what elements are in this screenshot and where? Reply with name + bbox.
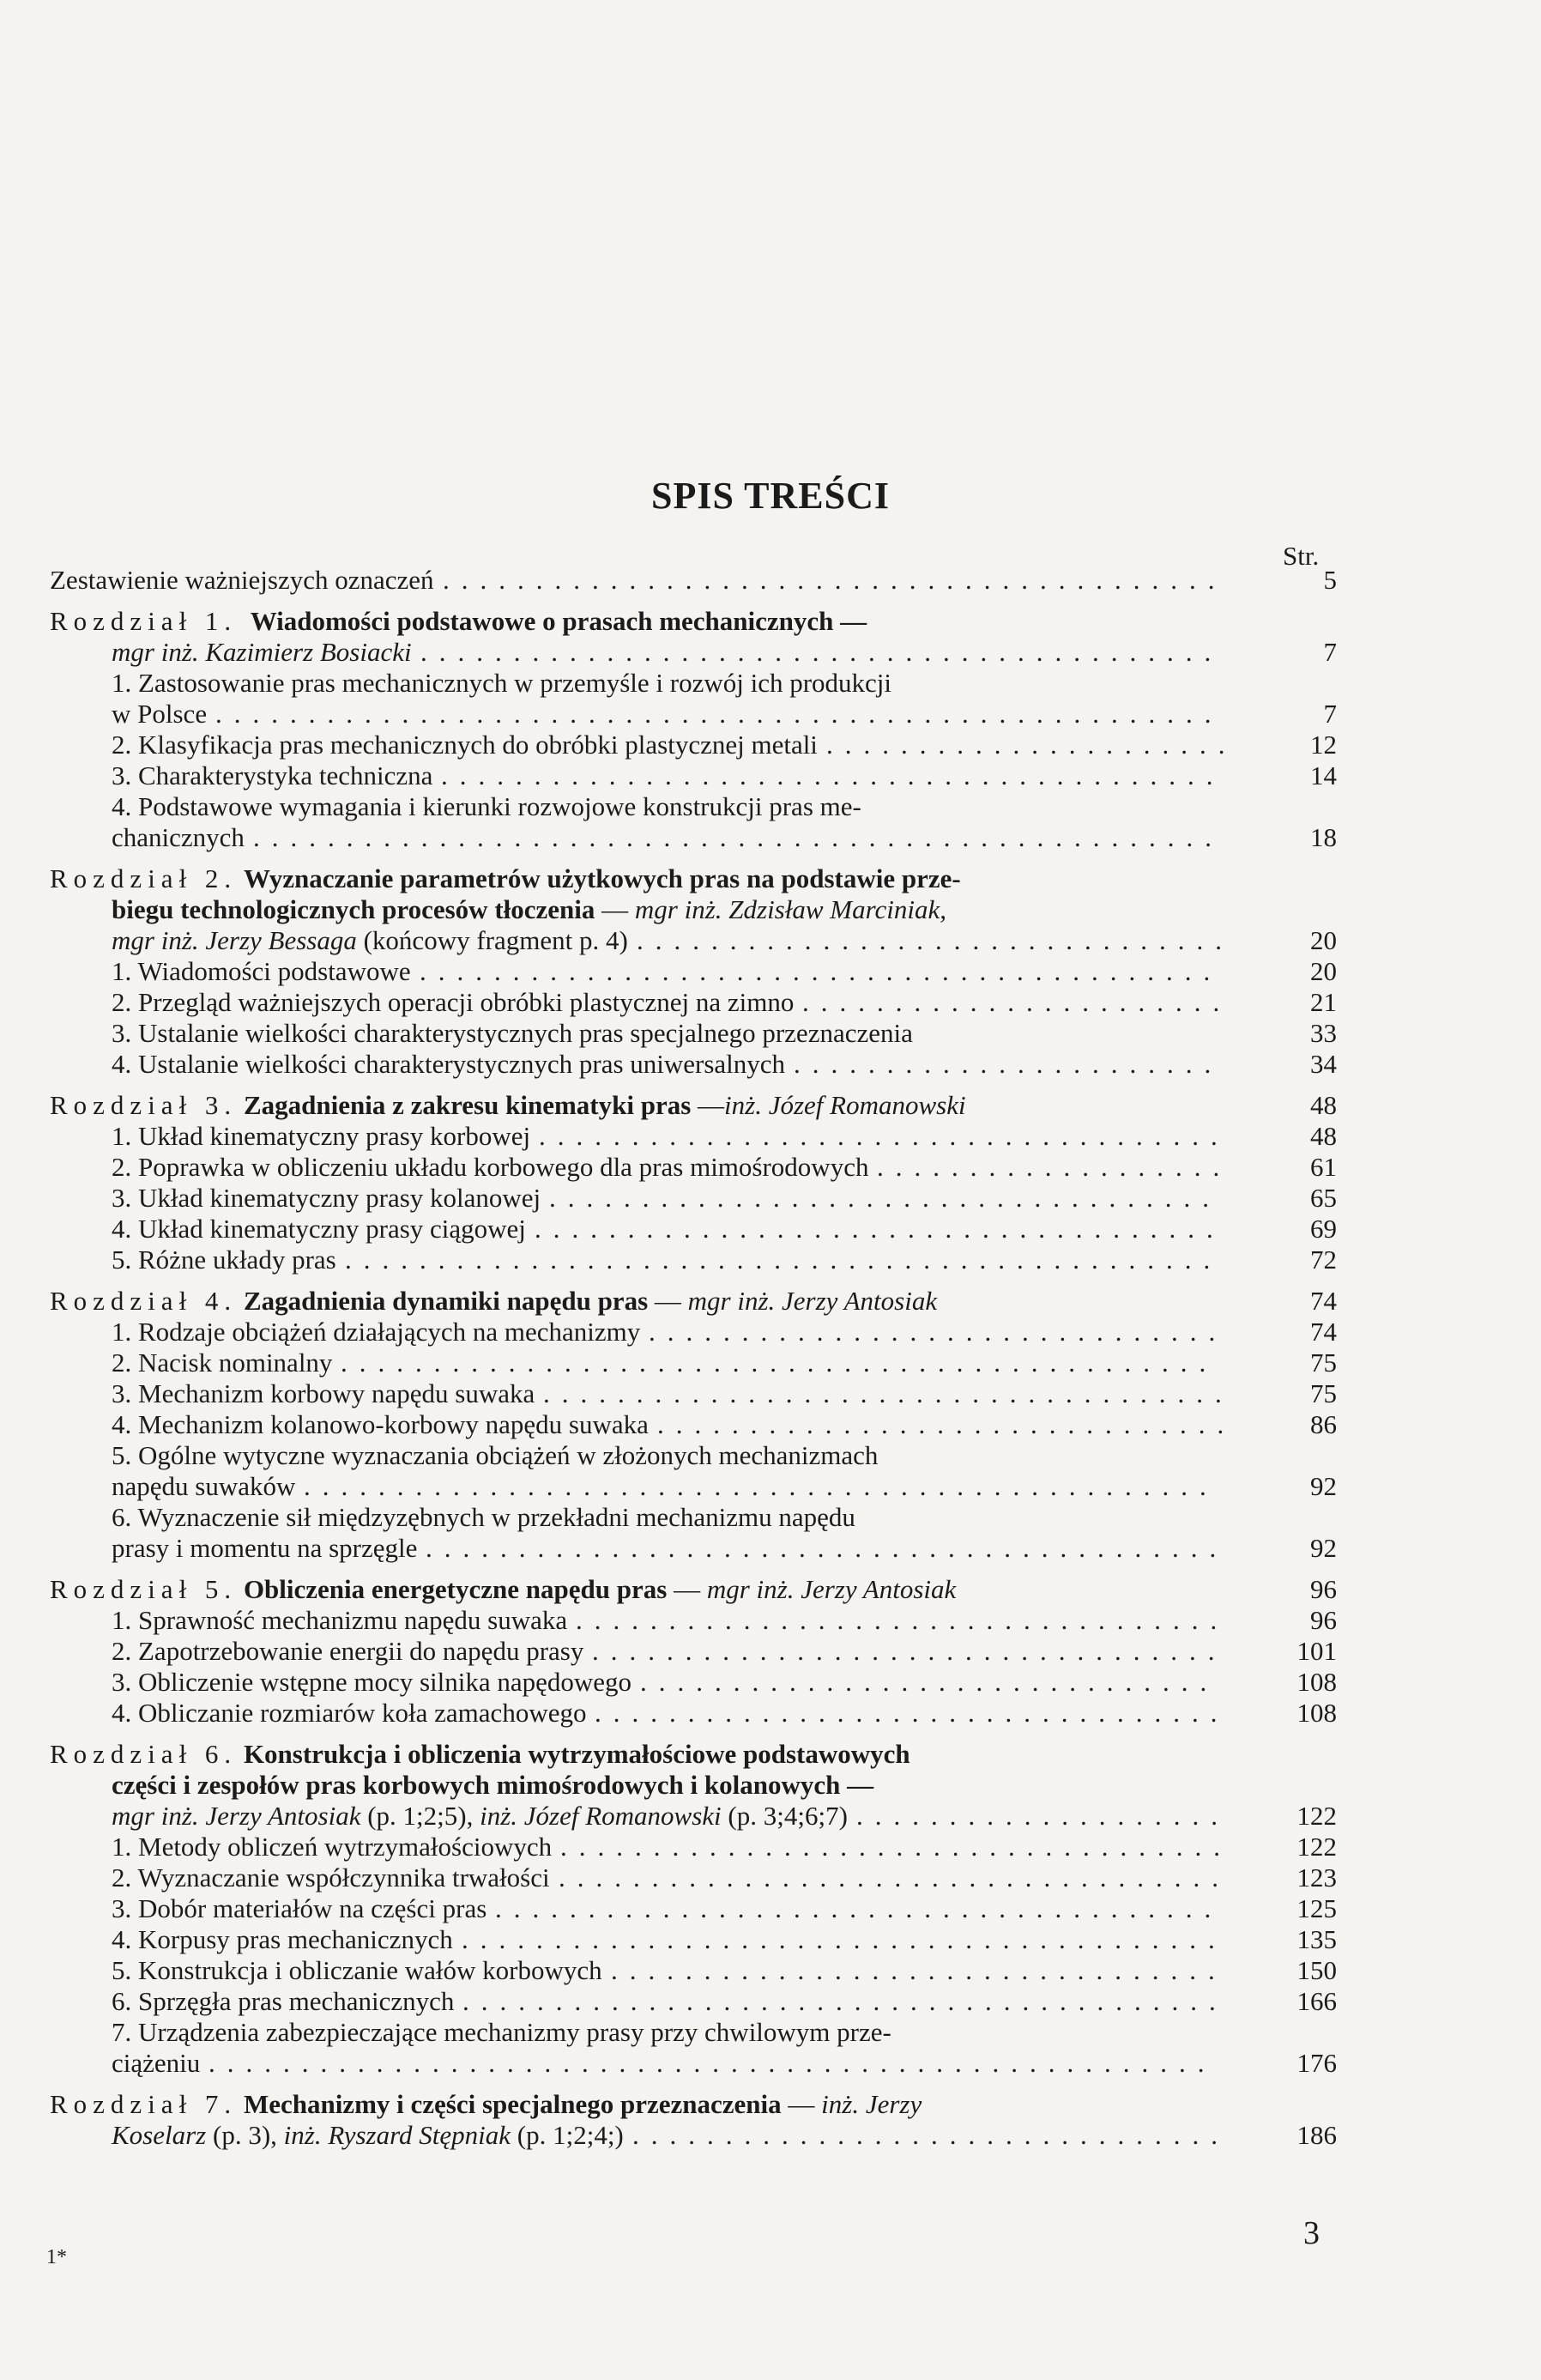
dot-leader: .......................................... xyxy=(443,565,1227,595)
toc-text-segment: 4. Obliczanie rozmiarów koła zamachowego xyxy=(112,1698,587,1728)
dot-leader: ............................................... xyxy=(345,1245,1223,1275)
toc-text-segment: mgr inż. Kazimierz Bosiacki xyxy=(112,637,412,667)
dot-leader: ...................... xyxy=(826,730,1237,760)
toc-page-number: 48 xyxy=(1310,1121,1337,1151)
toc-entry-row xyxy=(50,1183,1337,1214)
toc-entry-text xyxy=(112,699,207,730)
toc-text-segment: chanicznych xyxy=(112,822,245,852)
toc-page-number: 20 xyxy=(1310,956,1337,986)
dot-leader: ............................... xyxy=(640,1667,1219,1697)
toc-entry-text xyxy=(112,1121,530,1152)
toc-page-number: 125 xyxy=(1296,1893,1337,1923)
toc-entry-text xyxy=(112,1667,632,1698)
toc-entry-text xyxy=(112,791,861,822)
toc-text-segment: 3. Ustalanie wielkości charakterystycznych pras specjalnego przeznaczenia xyxy=(112,1018,913,1048)
toc-entry-row xyxy=(50,925,1337,956)
toc-text-segment: — xyxy=(781,2089,822,2119)
dot-leader: ....................................... xyxy=(495,1893,1224,1923)
dot-leader: ....................... xyxy=(802,987,1232,1017)
toc-entry-text xyxy=(112,1347,332,1378)
dot-leader: ................................... xyxy=(576,1605,1230,1635)
toc-text-segment: inż. Józef Romanowski xyxy=(724,1090,966,1120)
toc-text-segment: w Polsce xyxy=(112,699,208,729)
dot-leader: ............................... xyxy=(649,1317,1228,1347)
toc-entry-row xyxy=(50,1378,1337,1409)
toc-text-segment xyxy=(237,1286,244,1316)
dot-leader: ..................................... xyxy=(543,1378,1234,1408)
toc-text-segment: mgr inż. Zdzisław Marciniak, xyxy=(634,894,947,924)
toc-page-number: 74 xyxy=(1310,1286,1337,1316)
toc-text-segment: biegu technologicznych procesów tłoczenia xyxy=(112,894,595,924)
dot-leader: ........................................... xyxy=(426,1533,1229,1563)
toc-text-segment: 4. Ustalanie wielkości charakterystycznych pras uniwersalnych xyxy=(112,1049,786,1079)
section-gap xyxy=(50,1564,1251,1574)
toc-entry-row xyxy=(50,1317,1337,1347)
toc-page-number: 92 xyxy=(1310,1471,1337,1501)
toc-text-segment: Koselarz xyxy=(112,2120,207,2150)
toc-page-number: 135 xyxy=(1296,1924,1337,1954)
toc-text-segment xyxy=(237,2089,244,2119)
toc-entry-text xyxy=(50,1739,910,1770)
toc-text-segment: 6. Wyznaczenie sił międzyzębnych w przekładni mechanizmu napędu xyxy=(112,1502,855,1532)
toc-entry-text xyxy=(112,730,818,760)
dot-leader: ................... xyxy=(877,1152,1232,1182)
dot-leader: .................................... xyxy=(559,1862,1230,1892)
toc-entry-text xyxy=(112,1862,550,1893)
dot-leader: .................................. xyxy=(592,1636,1227,1666)
toc-text-segment: — xyxy=(595,894,635,924)
toc-page-number: 122 xyxy=(1296,1832,1337,1862)
dot-leader: .................... xyxy=(856,1801,1230,1831)
toc-chapter-row xyxy=(50,2089,1251,2120)
toc-entry-row xyxy=(50,699,1337,730)
toc-entry-text xyxy=(50,2089,922,2120)
toc-chapter-row xyxy=(50,1739,1251,1770)
toc-text-segment: (p. 1;2;5), xyxy=(360,1801,480,1831)
page-number: 3 xyxy=(1303,2215,1320,2251)
toc-entry-text xyxy=(112,1471,295,1502)
dot-leader: ................................. xyxy=(611,1955,1227,1985)
toc-page-number: 14 xyxy=(1310,760,1337,790)
toc-page-number: 65 xyxy=(1310,1183,1337,1213)
toc-entry-text xyxy=(112,1533,417,1564)
toc-entry-row xyxy=(50,791,1251,822)
toc-text-segment: 3. Mechanizm korbowy napędu suwaka xyxy=(112,1378,535,1408)
toc-entry-row xyxy=(50,1502,1251,1533)
toc-entry-text xyxy=(112,1378,535,1409)
toc-entry-text xyxy=(112,760,432,791)
toc-entry-row xyxy=(50,1667,1337,1698)
toc-text-segment xyxy=(237,606,251,636)
toc-entry-text xyxy=(112,894,946,925)
toc-text-segment: 6. Sprzęgła pras mechanicznych xyxy=(112,1986,455,2016)
toc-entry-text xyxy=(112,1317,640,1347)
toc-text-segment: mgr inż. Jerzy Antosiak xyxy=(112,1801,361,1831)
dot-leader: ............................... xyxy=(657,1409,1236,1439)
toc-text-segment: Wiadomości podstawowe o prasach mechanicznych — xyxy=(250,606,867,636)
toc-text-segment: 3. Charakterystyka techniczna xyxy=(112,760,433,790)
toc-text-segment: 4. Korpusy pras mechanicznych xyxy=(112,1924,453,1954)
toc-entry-row xyxy=(50,1121,1337,1152)
page-column-header: Str. xyxy=(1283,541,1320,571)
toc-page-number: 186 xyxy=(1296,2120,1337,2150)
toc-entry-row xyxy=(50,730,1337,760)
toc-page-number: 75 xyxy=(1310,1347,1337,1378)
toc-entry-row xyxy=(50,1636,1337,1667)
toc-entry-text xyxy=(112,956,411,987)
toc-text-segment: 1. Układ kinematyczny prasy korbowej xyxy=(112,1121,531,1151)
toc-text-segment: Zagadnienia dynamiki napędu pras xyxy=(243,1286,649,1316)
toc-entry-text xyxy=(112,2017,891,2048)
toc-page-number: 166 xyxy=(1296,1986,1337,2016)
toc-entry-text xyxy=(112,987,794,1018)
toc-page-number: 21 xyxy=(1310,987,1337,1017)
toc-text-segment: (końcowy fragment p. 4) xyxy=(356,925,628,955)
toc-entry-row xyxy=(50,668,1251,699)
toc-text-segment: 2. Zapotrzebowanie energii do napędu prasy xyxy=(112,1636,584,1666)
toc-entry-text xyxy=(112,1183,541,1214)
toc-text-segment: inż. Jerzy xyxy=(821,2089,922,2119)
toc-text-segment xyxy=(237,1739,244,1769)
dot-leader: ................................ xyxy=(637,925,1234,955)
dot-leader: ...................................................... xyxy=(208,2048,1217,2078)
dot-leader: ...................................................... xyxy=(215,699,1224,729)
toc-text-segment: Rozdział 3. xyxy=(50,1090,238,1120)
toc-page-number: 5 xyxy=(1323,565,1337,595)
toc-page-number: 96 xyxy=(1310,1605,1337,1635)
section-gap xyxy=(50,596,1251,606)
toc-entry-row xyxy=(50,1832,1337,1862)
toc-entry-row xyxy=(50,2120,1337,2151)
toc-entry-row xyxy=(50,2017,1251,2048)
dot-leader: .................................... xyxy=(560,1832,1232,1862)
toc-entry-row xyxy=(50,1862,1337,1893)
section-gap xyxy=(50,853,1251,863)
toc-text-segment: Zestawienie ważniejszych oznaczeń xyxy=(50,565,434,595)
toc-page-number: 61 xyxy=(1310,1152,1337,1182)
toc-text-segment: inż. Ryszard Stępniak xyxy=(283,2120,511,2150)
dot-leader: .......................................... xyxy=(441,760,1225,790)
toc-entry-row xyxy=(50,956,1337,987)
toc-text-segment: Wyznaczanie parametrów użytkowych pras na podstawie prze- xyxy=(243,863,961,893)
toc-text-segment: 5. Konstrukcja i obliczanie wałów korbowych xyxy=(112,1955,602,1985)
toc-entry-text xyxy=(112,2048,200,2079)
dot-leader: ....................... xyxy=(794,1049,1224,1079)
toc-text-segment: 1. Metody obliczeń wytrzymałościowych xyxy=(112,1832,553,1862)
toc-chapter-row xyxy=(50,606,1251,637)
dot-leader: ......................................... xyxy=(462,1924,1227,1954)
toc-entry-text xyxy=(50,1286,937,1317)
toc-text-segment: Rozdział 2. xyxy=(50,863,238,893)
toc-entry-row xyxy=(50,1049,1337,1080)
toc-text-segment: — xyxy=(691,1090,725,1120)
toc-page-number: 48 xyxy=(1310,1090,1337,1120)
toc-entry-row xyxy=(50,1893,1337,1924)
toc-entry-text xyxy=(112,1770,873,1801)
dot-leader: ........................................... xyxy=(420,637,1224,667)
toc-text-segment: napędu suwaków xyxy=(112,1471,296,1501)
dot-leader: .................................................... xyxy=(253,822,1224,852)
toc-entry-text xyxy=(112,1986,454,2017)
toc-entry-text xyxy=(112,1924,453,1955)
toc-text-segment: Mechanizmy i części specjalnego przeznaczenia xyxy=(243,2089,782,2119)
toc-entry-row xyxy=(50,822,1337,853)
toc-text-segment: 7. Urządzenia zabezpieczające mechanizmy prasy przy chwilowym prze- xyxy=(112,2017,891,2047)
toc-entry-row xyxy=(50,1471,1337,1502)
toc-page-number: 86 xyxy=(1310,1409,1337,1439)
toc-text-segment xyxy=(237,1574,244,1604)
dot-leader: ............................................... xyxy=(341,1347,1218,1378)
toc-text-segment: 3. Układ kinematyczny prasy kolanowej xyxy=(112,1183,541,1213)
toc-text-segment: Konstrukcja i obliczenia wytrzymałościowe podstawowych xyxy=(243,1739,910,1769)
toc-page-number: 176 xyxy=(1296,2048,1337,2078)
toc-text-segment: 4. Podstawowe wymagania i kierunki rozwojowe konstrukcji pras me- xyxy=(112,791,861,821)
toc-entry-row xyxy=(50,1605,1337,1636)
page-title: SPIS TREŚCI xyxy=(651,475,890,517)
toc-text-segment: inż. Józef Romanowski xyxy=(480,1801,722,1831)
toc-chapter-row xyxy=(50,1574,1337,1605)
toc-entry-row xyxy=(50,1245,1337,1275)
toc-page-number: 33 xyxy=(1310,1018,1337,1048)
toc-text-segment: Rozdział 1. xyxy=(50,606,238,636)
toc-entry-text xyxy=(50,863,961,894)
toc-text-segment: 2. Nacisk nominalny xyxy=(112,1347,333,1378)
dot-leader: .................................... xyxy=(549,1183,1221,1213)
toc-entry-row xyxy=(50,1801,1337,1832)
toc-entry-text xyxy=(112,1801,848,1832)
toc-entry-row xyxy=(50,1018,1337,1049)
toc-chapter-row xyxy=(50,1286,1337,1317)
toc-entry-text xyxy=(112,1245,336,1275)
toc-text-segment: (p. 3;4;6;7) xyxy=(721,1801,848,1831)
toc-entry-text xyxy=(112,1049,785,1080)
table-of-contents xyxy=(50,565,1337,2151)
dot-leader: ..................................... xyxy=(539,1121,1230,1151)
toc-text-segment: Obliczenia energetyczne napędu pras xyxy=(243,1574,668,1604)
toc-entry-row xyxy=(50,760,1337,791)
dot-leader: ..................................... xyxy=(535,1214,1225,1244)
toc-text-segment: — xyxy=(667,1574,707,1604)
toc-page-number: 122 xyxy=(1296,1801,1337,1831)
toc-entry-text xyxy=(112,637,412,668)
toc-page-number: 12 xyxy=(1310,730,1337,760)
toc-page-number: 69 xyxy=(1310,1214,1337,1244)
toc-page-number: 72 xyxy=(1310,1245,1337,1275)
toc-entry-text xyxy=(112,822,245,853)
toc-page-number: 108 xyxy=(1296,1698,1337,1728)
toc-entry-row xyxy=(50,1986,1337,2017)
toc-chapter-row xyxy=(50,863,1251,894)
toc-entry-row xyxy=(50,1152,1337,1183)
toc-entry-row xyxy=(50,894,1251,925)
toc-page-number: 7 xyxy=(1323,699,1337,729)
toc-text-segment: 2. Wyznaczanie współczynnika trwałości xyxy=(112,1862,550,1892)
toc-text-segment: mgr inż. Jerzy Antosiak xyxy=(706,1574,957,1604)
toc-text-segment xyxy=(237,863,244,893)
toc-entry-row xyxy=(50,1440,1251,1471)
toc-page-number: 18 xyxy=(1310,822,1337,852)
toc-page-number: 20 xyxy=(1310,925,1337,955)
toc-text-segment: mgr inż. Jerzy Bessaga xyxy=(112,925,357,955)
toc-text-segment: prasy i momentu na sprzęgle xyxy=(112,1533,418,1563)
toc-text-segment: 4. Układ kinematyczny prasy ciągowej xyxy=(112,1214,526,1244)
toc-entry-text xyxy=(50,565,434,596)
toc-text-segment: 3. Dobór materiałów na części pras xyxy=(112,1893,487,1923)
dot-leader: .................................. xyxy=(595,1698,1230,1728)
toc-text-segment: Rozdział 7. xyxy=(50,2089,238,2119)
toc-entry-text xyxy=(112,925,628,956)
section-gap xyxy=(50,2079,1251,2089)
toc-page-number: 150 xyxy=(1296,1955,1337,1985)
toc-page-number: 7 xyxy=(1323,637,1337,667)
toc-page-number: 92 xyxy=(1310,1533,1337,1563)
signature-mark: 1* xyxy=(46,2246,67,2268)
toc-text-segment: (p. 1;2;4;) xyxy=(511,2120,624,2150)
toc-entry-text xyxy=(112,1955,602,1986)
toc-text-segment: 3. Obliczenie wstępne mocy silnika napędowego xyxy=(112,1667,632,1697)
dot-leader: ........................................... xyxy=(420,956,1223,986)
toc-text-segment: 4. Mechanizm kolanowo-korbowy napędu suwaka xyxy=(112,1409,649,1439)
toc-text-segment: 5. Ogólne wytyczne wyznaczania obciążeń w złożonych mechanizmach xyxy=(112,1440,879,1470)
toc-text-segment: — xyxy=(648,1286,688,1316)
toc-text-segment: 2. Klasyfikacja pras mechanicznych do obróbki plastycznej metali xyxy=(112,730,818,760)
dot-leader: ................................................. xyxy=(304,1471,1218,1501)
toc-text-segment: części i zespołów pras korbowych mimośrodowych i kolanowych — xyxy=(112,1770,874,1800)
dot-leader: ......................................... xyxy=(462,1986,1228,2016)
toc-entry-text xyxy=(112,1605,567,1636)
toc-entry-row xyxy=(50,1924,1337,1955)
toc-chapter-row xyxy=(50,1090,1337,1121)
toc-entry-row xyxy=(50,2048,1337,2079)
toc-text-segment: 1. Zastosowanie pras mechanicznych w przemyśle i rozwój ich produkcji xyxy=(112,668,892,698)
toc-entry-text xyxy=(50,606,867,637)
toc-text-segment: 2. Poprawka w obliczeniu układu korbowego dla pras mimośrodowych xyxy=(112,1152,869,1182)
toc-entry-row xyxy=(50,1955,1337,1986)
toc-page-number: 108 xyxy=(1296,1667,1337,1697)
dot-leader: ................................ xyxy=(632,2120,1230,2150)
toc-entry-text xyxy=(50,1090,966,1121)
toc-text-segment: Rozdział 4. xyxy=(50,1286,238,1316)
toc-entry-text xyxy=(112,668,891,699)
toc-entry-row xyxy=(50,1698,1337,1729)
toc-entry-text xyxy=(50,1574,956,1605)
toc-entry-text xyxy=(112,1832,552,1862)
toc-page-number: 101 xyxy=(1296,1636,1337,1666)
toc-entry-text xyxy=(112,1152,868,1183)
toc-text-segment: 2. Przegląd ważniejszych operacji obróbki plastycznej na zimno xyxy=(112,987,795,1017)
toc-entry-row xyxy=(50,1347,1337,1378)
toc-text-segment: 5. Różne układy pras xyxy=(112,1245,336,1275)
toc-page-number: 123 xyxy=(1296,1862,1337,1892)
toc-entry-row xyxy=(50,1214,1337,1245)
toc-entry-text xyxy=(112,1018,913,1049)
toc-text-segment xyxy=(237,1090,244,1120)
toc-entry-text xyxy=(112,1214,526,1245)
toc-entry-text xyxy=(112,1502,855,1533)
toc-page-number: 75 xyxy=(1310,1378,1337,1408)
toc-entry-row xyxy=(50,1533,1337,1564)
section-gap xyxy=(50,1275,1251,1286)
toc-entry-text xyxy=(112,1409,649,1440)
toc-text-segment: mgr inż. Jerzy Antosiak xyxy=(687,1286,938,1316)
toc-page-number: 34 xyxy=(1310,1049,1337,1079)
toc-entry-row xyxy=(50,1409,1337,1440)
toc-text-segment: Rozdział 5. xyxy=(50,1574,238,1604)
toc-entry-row xyxy=(50,987,1337,1018)
section-gap xyxy=(50,1729,1251,1739)
toc-text-segment: 1. Rodzaje obciążeń działających na mechanizmy xyxy=(112,1317,641,1347)
toc-entry-text xyxy=(112,1893,486,1924)
toc-entry-text xyxy=(112,1698,586,1729)
toc-entry-text xyxy=(112,1440,878,1471)
toc-page-number: 96 xyxy=(1310,1574,1337,1604)
toc-page-number: 74 xyxy=(1310,1317,1337,1347)
section-gap xyxy=(50,1080,1251,1090)
toc-text-segment: 1. Sprawność mechanizmu napędu suwaka xyxy=(112,1605,568,1635)
toc-entry-text xyxy=(112,2120,624,2151)
toc-text-segment: Zagadnienia z zakresu kinematyki pras xyxy=(243,1090,692,1120)
toc-entry-text xyxy=(112,1636,583,1667)
toc-chapter-row xyxy=(50,565,1337,596)
toc-text-segment: ciążeniu xyxy=(112,2048,201,2078)
toc-entry-row xyxy=(50,637,1337,668)
toc-text-segment: (p. 3), xyxy=(206,2120,284,2150)
toc-text-segment: Rozdział 6. xyxy=(50,1739,238,1769)
toc-entry-row xyxy=(50,1770,1251,1801)
toc-text-segment: 1. Wiadomości podstawowe xyxy=(112,956,411,986)
